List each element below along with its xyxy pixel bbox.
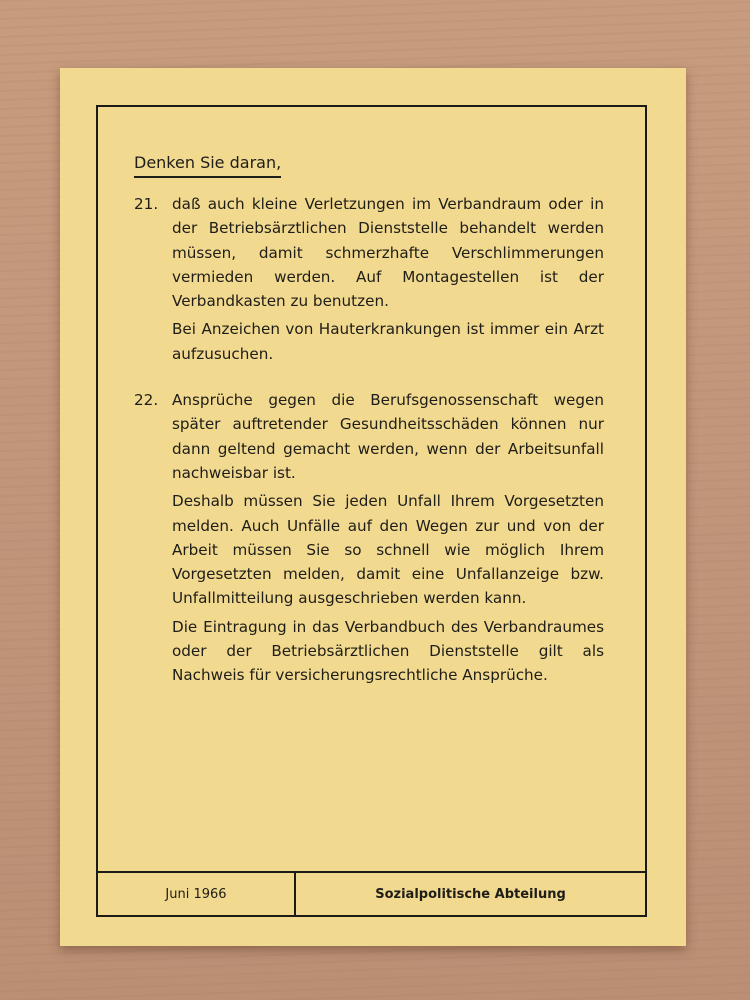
list-item-21 — [134, 192, 604, 366]
document-footer — [98, 871, 645, 915]
item-number: 21. — [134, 195, 159, 213]
item-paragraph: Deshalb müssen Sie jeden Unfall Ihrem Vorgesetzten melden. Auch Unfälle auf den Wegen zur und von der Arbeit müssen Sie so schnell wie möglich Ihrem Vorgesetzten melden, damit eine Unfallanzeige bzw. Unfallmitteilung ausgeschrieben werden kann. — [172, 492, 604, 608]
document-card — [60, 68, 686, 946]
list-item-22 — [134, 388, 604, 688]
footer-department: Sozialpolitische Abteilung — [375, 886, 566, 902]
footer-date: Juni 1966 — [98, 873, 296, 915]
document-frame — [96, 105, 647, 917]
item-number: 22. — [134, 391, 159, 410]
document-heading: Denken Sie daran, — [134, 152, 281, 178]
document-content — [134, 151, 604, 710]
item-paragraph: Bei Anzeichen von Hauterkrankungen ist immer ein Arzt aufzusuchen. — [172, 320, 604, 363]
item-paragraph: Die Eintragung in das Verbandbuch des Verbandraumes oder der Betriebsärztlichen Dienststelle gilt als Nachweis für versicherungsrechtliche Ansprüche. — [172, 617, 604, 685]
item-paragraph: Ansprüche gegen die Berufsgenossenschaft wegen später auftretender Gesundheitsschäden können nur dann geltend gemacht werden, wenn der Arbeitsunfall nachweisbar ist. — [172, 391, 604, 482]
item-paragraph: daß auch kleine Verletzungen im Verbandraum oder in der Betriebsärztlichen Dienststelle behandelt werden müssen, damit schmerzhafte Verschlimmerungen vermieden werden. Auf Montagestellen ist der Verbandkasten zu benutzen. — [172, 195, 604, 311]
